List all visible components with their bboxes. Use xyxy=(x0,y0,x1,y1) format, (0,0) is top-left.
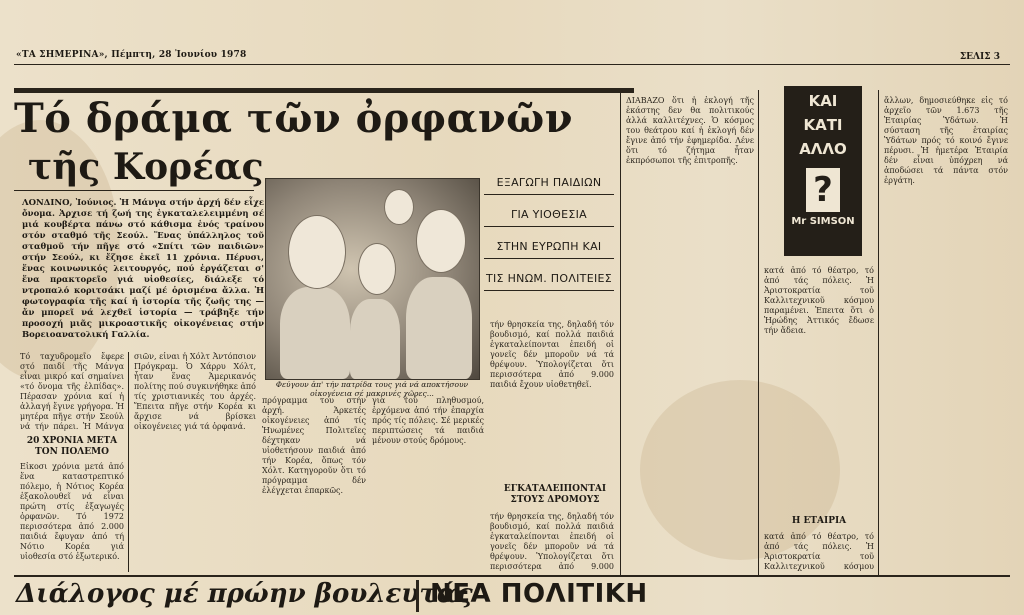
dateline: ΛΟΝΔΙΝΟ, Ἰούνιος. xyxy=(22,198,117,208)
column-rule xyxy=(128,352,129,572)
column-rule xyxy=(878,90,879,575)
column-1: Τό ταχυδρομεῖο ἔφερε στό παιδί τῆς Μάνγα εἶναι μικρό καί σημαίνει «τό ὄνομα τῆς ἐλπίδας». Πέρασαν χρόνια καί ἡ ἀλλαγή ἔγινε γρήγορα. Ἡ μητέρα πῆγε στήν Σεούλ νά τήν πάρει. Ἡ Μάνγα xyxy=(20,352,124,431)
lead-text: Ἡ Μάνγα στήν ἀρχή δέν εἶχε ὄνομα. Ἀρχισε τή ζωή της ἐγκαταλελειμμένη σέ μιά κουβέρτα πάνω στό κάθισμα ἑνός τραίνου στόν σταθμό τῆς Σεούλ. Ἕνας ὑπάλληλος τοῦ σταθμοῦ τήν πῆγε στό «Σπίτι τῶν παιδιῶν» στήν Σεούλ, κι ἔζησε ἐκεῖ 11 χρόνια. Πέρυσι, ἕνας κοινωνικός λειτουργός, πού ἐργάζεται σ' ἕνα πρακτορεῖο γιά υἱοθεσίες, διάλεξε τό ντροπαλό κοριτσάκι μαζί μέ ὁρισμένα ἄλλα. Ἡ φωτογραφία τῆς καί ἡ ἱστορία τῆς ζωῆς της — ἄν μπορεῖ νά λεχθεῖ ἱστορία — τράβηξε τήν προσοχή μιᾶς μικροαστικῆς οἰκογένειας στήν Βορειοανατολική Γαλλία. xyxy=(22,198,264,340)
subhead-abandoned: ΕΓΚΑΤΑΛΕΙΠΟΝΤΑΙ ΣΤΟΥΣ ΔΡΟΜΟΥΣ xyxy=(503,484,607,505)
bottom-headline-left: Διάλογος μέ πρώην βουλευτάς xyxy=(16,579,473,609)
headline-line-1: Τό δράμα τῶν ὀρφανῶν xyxy=(14,95,573,142)
photo-caption: Φεύγουν ἀπ' τήν πατρίδα τους γιά νά αποκτήσουν οἰκογένεια σέ μακρινές χῶρες... xyxy=(275,380,469,398)
column-8b: κατά ἀπό τό θέατρο, τό ἀπό τάς πόλεις. Ἡ Ἀριστοκρατία τοῦ Καλλιτεχνικοῦ κόσμου xyxy=(764,532,874,571)
column-rule xyxy=(620,90,621,575)
sidebar-headline-3: ΣΤΗΝ ΕΥΡΩΠΗ ΚΑΙ xyxy=(484,240,614,259)
headline-band xyxy=(14,88,634,93)
column-9: ἄλλων, δημοσιεύθηκε εἰς τό ἀρχεῖο τῶν 1.673 τῆς Ἐταιρίας Ὑδάτων. Ἡ σύσταση τῆς ἑταιρίας Ὑδάτων πρός τό κοινό ἔγινε πέρυσι. Ἡ ἡμετέρα Ἑταιρία δέν εἶναι ὑπόχρεη νά ἀποδώσει τά πάντα στόν ἐργάτη. xyxy=(884,96,1008,185)
column-4: πρόγραμμα του στήν ἀρχή. Ἀρκετές οἰκογένειες ἀπό τίς Ἡνωμένες Πολιτεῖες δέχτηκαν νά υἱοθετήσουν παιδιά ἀπό τήν Κορέα, ὅπως τόν Χόλτ. Κατηγοροῦν ὅτι τό πρόγραμμα δέν ἐλέγχεται ἐπαρκῶς. xyxy=(262,396,366,495)
box-line-1: ΚΑΙ xyxy=(808,92,838,110)
headline-line-2: τῆς Κορέας xyxy=(28,146,264,188)
box-author: Mr SIMSON xyxy=(791,216,855,227)
column-5: για τού πληθυσμού, ἐρχόμενα ἀπό τήν ἐπαρχία πρός τίς πόλεις. Σέ μερικές περιπτώσεις τά παιδιά μένουν στούς δρόμους. xyxy=(372,396,484,445)
box-line-3: ΑΛΛΟ xyxy=(799,140,847,158)
bottom-separator xyxy=(416,580,419,612)
headline-rule xyxy=(14,190,254,191)
page-number: ΣΕΛΙΣ 3 xyxy=(959,52,1000,62)
column-8: κατά ἀπό τό θέατρο, τό ἀπό τάς πόλεις. Ἡ Ἀριστοκρατία τοῦ Καλλιτεχνικοῦ κόσμου παραμένει. Ἐπειτα ὅτι ὁ Ἡρώδης Ἀττικός ἔδωσε τήν ἄδεια. xyxy=(764,266,874,335)
column-2: Εἶκοσι χρόνια μετά ἀπό ἕνα καταστρεπτικό πόλεμο, ἡ Νότιος Κορέα ἐξακολουθεῖ νά εἶναι πρώτη στίς ἐξαγωγές ὀρφανῶν. Τό 1972 περισσότερα ἀπό 2.000 παιδιά ἔφυγαν ἀπό τή Νότιο Κορέα γιά υἱοθεσία στό ἐξωτερικό. xyxy=(20,462,124,561)
sidebar-headline-4: ΤΙΣ ΗΝΩΜ. ΠΟΛΙΤΕΙΕΣ xyxy=(484,272,614,291)
lead-paragraph xyxy=(22,198,264,341)
column-7: ΔΙΑΒΑΖΟ ὅτι ἡ ἐκλογή τῆς ἑκάστης δεν θα πολιτικούς ἀλλά καλλιτέχνες. Ὁ κόσμος του θεάτρου καί ἡ ἐκλογή δέν ἔγινε ἀπό τήν ἐφημερίδα. Λένε ὅτι τό ζήτημα ἦταν ἐκπρόσωποι τῆς ἐπιτροπῆς. xyxy=(626,96,754,165)
sidebar-headline-2: ΓΙΑ ΥΙΟΘΕΣΙΑ xyxy=(484,208,614,227)
subhead-war: 20 ΧΡΟΝΙΑ ΜΕΤΑ ΤΟΝ ΠΟΛΕΜΟ xyxy=(26,436,118,457)
masthead: «ΤΑ ΣΗΜΕΡΙΝΑ», Πέμπτη, 28 Ἰουνίου 1978 xyxy=(16,50,247,60)
top-rule xyxy=(14,64,1010,65)
box-line-2: ΚΑΤΙ xyxy=(803,116,843,134)
column-rule xyxy=(758,90,759,575)
question-mark-icon: ? xyxy=(806,168,840,212)
column-6: τήν θρησκεία της, δηλαδή τόν βουδισμό, καί πολλά παιδιά ἐγκαταλείπονται ἐπειδή οἱ γονεῖς δέν μποροῦν νά τά θρέψουν. Ὑπολογίζεται ὅτι περισσότερα ἀπό 9.000 παιδιά ἔχουν υἱοθετηθεῖ. xyxy=(490,320,614,389)
bottom-headline-right: ΝΕΑ ΠΟΛΙΤΙΚΗ xyxy=(430,579,648,609)
column-3: σιῶν, εἶναι ἡ Χόλτ Ἀντόπσιον Πρόγκραμ. Ὁ Χάρρυ Χόλτ, ἦταν ἕνας Ἀμερικανός πολίτης πού συγκινήθηκε ἀπό τίς χριστιανικές του ἀρχές. Ἔπειτα πῆγε στήν Κορέα κι ἄρχισε νά βρίσκει οἰκογένειες γιά τά ὀρφανά. xyxy=(134,352,256,431)
subhead-company: Η ΕΤΑΙΡΙΑ xyxy=(791,516,847,526)
column-box-kai-kati-allo xyxy=(784,86,862,256)
sidebar-headline-1: ΕΞΑΓΩΓΗ ΠΑΙΔΙΩΝ xyxy=(484,176,614,195)
orphans-photo xyxy=(265,178,480,380)
column-6b: τήν θρησκεία της, δηλαδή τόν βουδισμό, καί πολλά παιδιά ἐγκαταλείπονται ἐπειδή οἱ γονεῖς δέν μποροῦν νά τά θρέψουν. Ὑπολογίζεται ὅτι περισσότερα ἀπό 9.000 xyxy=(490,512,614,571)
